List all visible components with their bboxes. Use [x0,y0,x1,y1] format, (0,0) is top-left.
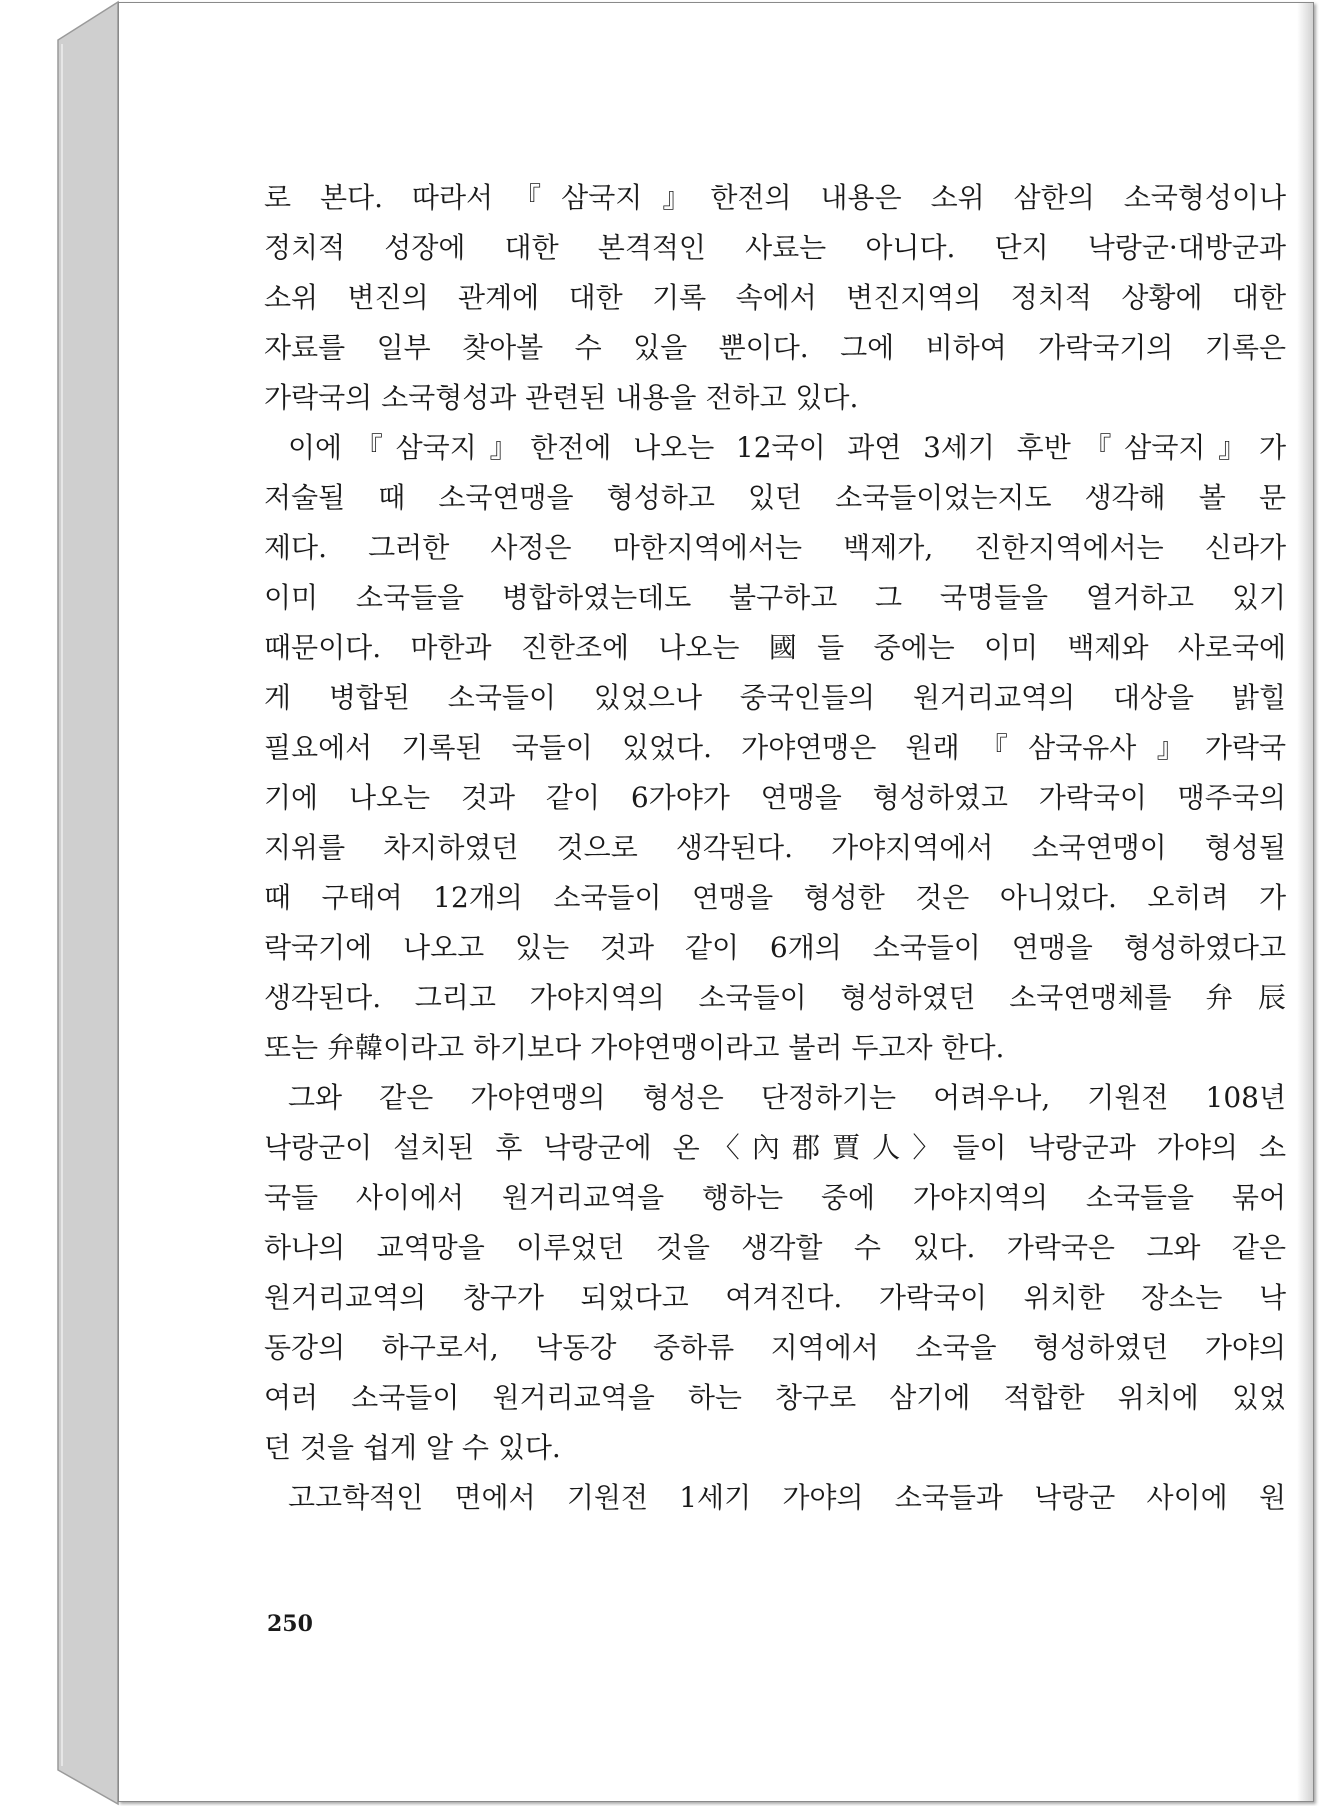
text-line: 던 것을 쉽게 알 수 있다. [264,1431,561,1464]
text-line: 또는 弁韓이라고 하기보다 가야연맹이라고 불러 두고자 한다. [264,1031,1005,1064]
text-line: 여러 소국들이 원거리교역을 하는 창구로 삼기에 적합한 위치에 있었 [264,1381,1286,1414]
text-line: 이에『삼국지』한전에 나오는 12국이 과연 3세기 후반『삼국지』가 [288,431,1286,464]
text-line: 낙랑군이 설치된 후 낙랑군에 온〈內郡賈人〉들이 낙랑군과 가야의 소 [264,1131,1286,1164]
paragraph-2 [264,423,1286,1073]
text-line: 필요에서 기록된 국들이 있었다. 가야연맹은 원래『삼국유사』가락국 [264,731,1286,764]
text-line: 때 구태여 12개의 소국들이 연맹을 형성한 것은 아니었다. 오히려 가 [264,881,1286,914]
paragraph-4 [264,1473,1286,1523]
text-line: 가락국의 소국형성과 관련된 내용을 전하고 있다. [264,381,859,414]
text-line: 제다. 그러한 사정은 마한지역에서는 백제가, 진한지역에서는 신라가 [264,531,1286,564]
text-line: 락국기에 나오고 있는 것과 같이 6개의 소국들이 연맹을 형성하였다고 [264,931,1286,964]
text-line: 자료를 일부 찾아볼 수 있을 뿐이다. 그에 비하여 가락국기의 기록은 [264,331,1286,364]
text-line: 그와 같은 가야연맹의 형성은 단정하기는 어려우나, 기원전 108년 [288,1081,1286,1114]
text-line: 정치적 성장에 대한 본격적인 사료는 아니다. 단지 낙랑군·대방군과 [264,231,1286,264]
text-line: 고고학적인 면에서 기원전 1세기 가야의 소국들과 낙랑군 사이에 원 [288,1481,1286,1514]
text-line: 지위를 차지하였던 것으로 생각된다. 가야지역에서 소국연맹이 형성될 [264,831,1286,864]
text-line: 이미 소국들을 병합하였는데도 불구하고 그 국명들을 열거하고 있기 [264,581,1286,614]
body-text [264,173,1286,1523]
paragraph-1 [264,173,1286,423]
book-spine [0,0,130,1806]
text-line: 때문이다. 마한과 진한조에 나오는 國들 중에는 이미 백제와 사로국에 [264,631,1286,664]
text-line: 하나의 교역망을 이루었던 것을 생각할 수 있다. 가락국은 그와 같은 [264,1231,1286,1264]
text-line: 생각된다. 그리고 가야지역의 소국들이 형성하였던 소국연맹체를 弁辰 [264,981,1286,1014]
text-line: 원거리교역의 창구가 되었다고 여겨진다. 가락국이 위치한 장소는 낙 [264,1281,1286,1314]
text-line: 로 본다. 따라서『삼국지』한전의 내용은 소위 삼한의 소국형성이나 [264,181,1286,214]
text-line: 저술될 때 소국연맹을 형성하고 있던 소국들이었는지도 생각해 볼 문 [264,481,1286,514]
text-line: 국들 사이에서 원거리교역을 행하는 중에 가야지역의 소국들을 묶어 [264,1181,1286,1214]
page-number: 250 [267,1611,313,1637]
text-line: 동강의 하구로서, 낙동강 중하류 지역에서 소국을 형성하였던 가야의 [264,1331,1286,1364]
text-line: 기에 나오는 것과 같이 6가야가 연맹을 형성하였고 가락국이 맹주국의 [264,781,1286,814]
text-line: 게 병합된 소국들이 있었으나 중국인들의 원거리교역의 대상을 밝힐 [264,681,1286,714]
text-line: 소위 변진의 관계에 대한 기록 속에서 변진지역의 정치적 상황에 대한 [264,281,1286,314]
book-page [118,2,1314,1802]
paragraph-3 [264,1073,1286,1473]
page-edge-shadow [1297,3,1313,1801]
